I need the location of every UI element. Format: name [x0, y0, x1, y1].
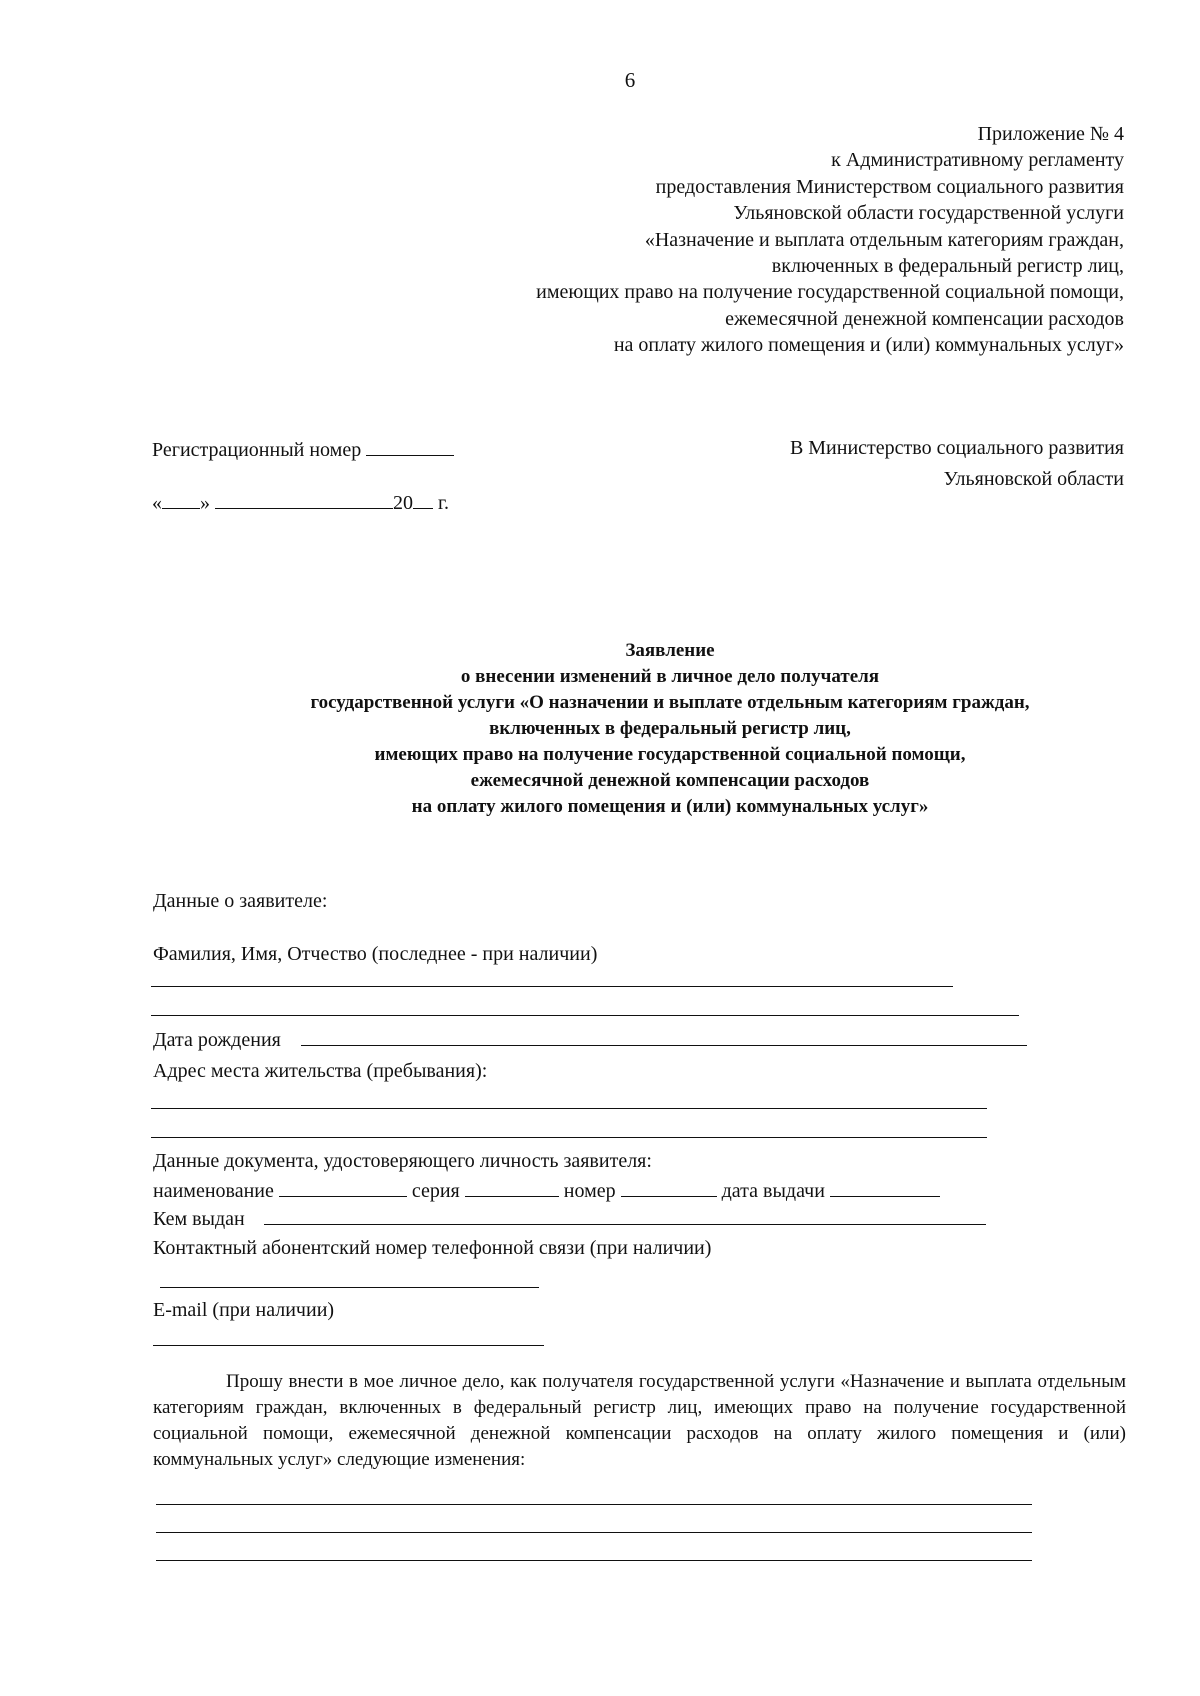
page-number: 6	[624, 68, 636, 92]
registration-number-row	[152, 436, 454, 463]
request-text: Прошу внести в мое личное дело, как получателя государственной услуги «Назначение и выплата отдельным категориям граждан, включенных в федеральный регистр лиц, имеющих право на получение государственной социальной помощи, ежемесячной денежной компенсации расходов на оплату жилого помещения и (или) коммунальных услуг» следующие изменения:	[153, 1371, 1126, 1470]
issued-by-field[interactable]	[264, 1224, 986, 1225]
recipient-block	[790, 433, 1124, 495]
date-year-suffix: г.	[438, 492, 449, 514]
recipient-line: В Министерство социального развития	[789, 437, 1124, 459]
doc-issue-date-field[interactable]	[830, 1177, 940, 1197]
title-line: имеющих право на получение государственной социальной помощи,	[374, 744, 966, 765]
birth-date-label: Дата рождения	[153, 1029, 281, 1051]
appendix-line: к Административному регламенту	[831, 149, 1124, 172]
email-field[interactable]	[153, 1345, 544, 1346]
applicant-data-heading: Данные о заявителе:	[153, 890, 328, 912]
recipient-line: Ульяновской области	[943, 468, 1124, 490]
document-title	[0, 638, 1200, 820]
registration-number-label: Регистрационный номер	[152, 439, 362, 461]
id-document-label: Данные документа, удостоверяющего личность заявителя:	[153, 1150, 652, 1172]
date-year-field[interactable]	[413, 489, 433, 509]
date-open-quote: «	[152, 492, 162, 514]
address-line-2[interactable]	[151, 1137, 987, 1138]
doc-name-label: наименование	[153, 1180, 274, 1202]
changes-line-2[interactable]	[156, 1532, 1032, 1533]
changes-line-1[interactable]	[156, 1504, 1032, 1505]
doc-series-field[interactable]	[465, 1177, 559, 1197]
full-name-line-1[interactable]	[151, 986, 953, 987]
appendix-line: Приложение № 4	[977, 123, 1124, 145]
doc-number-field[interactable]	[621, 1177, 717, 1197]
email-label: E-mail (при наличии)	[153, 1299, 335, 1321]
doc-issue-date-label: дата выдачи	[721, 1180, 825, 1202]
issued-by-label: Кем выдан	[153, 1208, 245, 1230]
appendix-line: «Назначение и выплата отдельным категориям граждан,	[644, 228, 1124, 251]
doc-series-label: серия	[411, 1180, 460, 1202]
full-name-line-2[interactable]	[151, 1015, 1019, 1016]
appendix-line: Ульяновской области государственной услуги	[733, 202, 1124, 225]
appendix-line: ежемесячной денежной компенсации расходов	[725, 307, 1124, 330]
appendix-header	[536, 121, 1124, 359]
request-paragraph	[153, 1369, 1126, 1473]
title-line: Заявление	[625, 640, 715, 661]
address-label: Адрес места жительства (пребывания):	[153, 1060, 488, 1082]
date-year-prefix: 20	[393, 492, 413, 514]
title-line: на оплату жилого помещения и (или) коммунальных услуг»	[411, 796, 929, 817]
appendix-line: включенных в федеральный регистр лиц,	[771, 255, 1124, 278]
id-document-details-row	[153, 1177, 940, 1204]
registration-date-row	[152, 489, 449, 516]
date-day-field[interactable]	[162, 489, 200, 509]
registration-number-field[interactable]	[366, 436, 454, 456]
title-line: включенных в федеральный регистр лиц,	[489, 718, 851, 739]
appendix-line: на оплату жилого помещения и (или) коммунальных услуг»	[613, 334, 1124, 357]
date-close-quote: »	[200, 492, 210, 514]
date-month-field[interactable]	[215, 489, 393, 509]
title-line: государственной услуги «О назначении и выплате отдельным категориям граждан,	[310, 692, 1030, 713]
phone-label: Контактный абонентский номер телефонной связи (при наличии)	[153, 1237, 712, 1259]
doc-number-label: номер	[563, 1180, 616, 1202]
title-line: о внесении изменений в личное дело получателя	[460, 666, 880, 687]
phone-field[interactable]	[160, 1287, 539, 1288]
appendix-line: предоставления Министерством социального развития	[655, 175, 1124, 198]
full-name-label: Фамилия, Имя, Отчество (последнее - при наличии)	[153, 943, 598, 965]
appendix-line: имеющих право на получение государственной социальной помощи,	[536, 281, 1124, 304]
birth-date-field[interactable]	[301, 1045, 1027, 1046]
doc-name-field[interactable]	[279, 1177, 407, 1197]
title-line: ежемесячной денежной компенсации расходов	[470, 770, 870, 791]
address-line-1[interactable]	[151, 1108, 987, 1109]
changes-line-3[interactable]	[156, 1560, 1032, 1561]
